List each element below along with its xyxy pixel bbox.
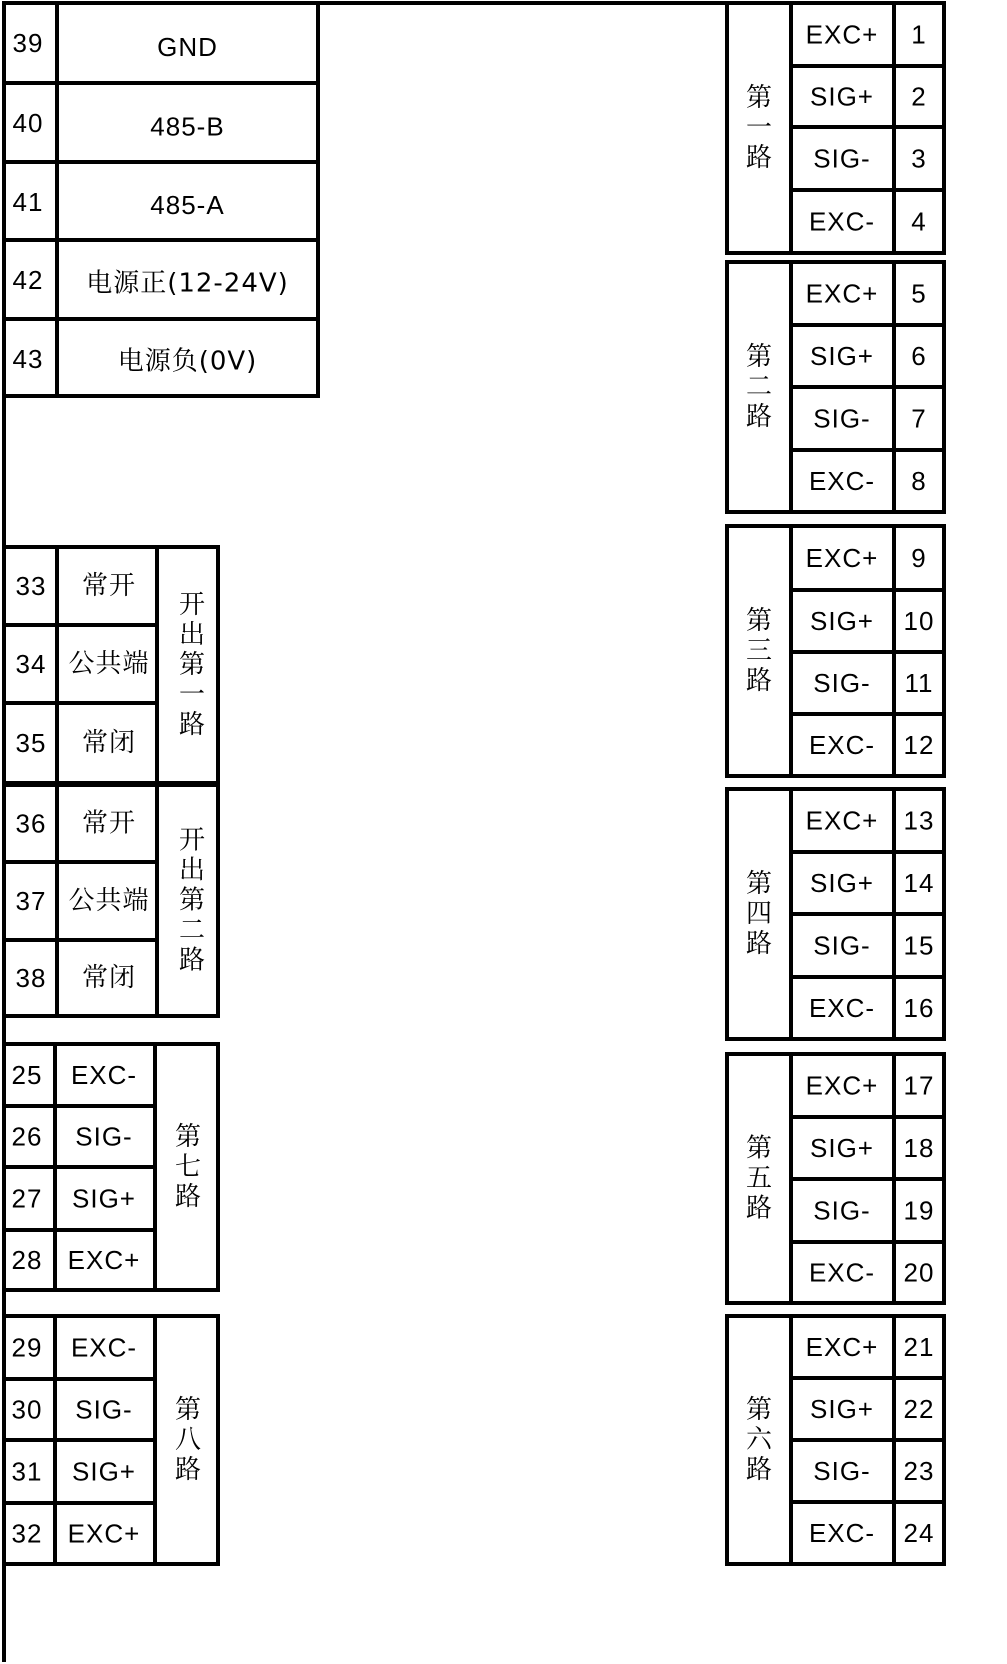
channel-name: 第二路 [745,342,773,432]
pin-number: 19 [903,1195,935,1226]
terminal-label: SIG+ [810,341,874,371]
terminal-label: SIG+ [810,606,874,636]
terminal-label: SIG- [813,143,871,174]
terminal-label: 常开 [81,808,137,839]
pin-number: 20 [903,1257,935,1288]
pin-number: 28 [11,1245,43,1275]
pin-number: 34 [15,649,47,679]
terminal-label: EXC- [808,1518,876,1548]
pin-number: 41 [12,187,44,217]
terminal-label: EXC+ [805,1070,879,1101]
pin-number: 4 [911,206,927,237]
pin-number: 18 [903,1133,935,1163]
channel-name: 第一路 [745,83,773,173]
terminal-label: EXC- [808,993,876,1023]
channel-name: 第四路 [745,869,773,959]
terminal-label: 常闭 [81,728,137,758]
terminal-label: EXC+ [67,1245,141,1275]
pin-number: 42 [12,265,44,295]
left-channel-terminal-blocks [4,1044,218,1564]
relay-group-name: 开出第二路 [178,825,206,976]
terminal-label: GND [157,32,218,62]
channel-name: 第三路 [745,606,773,696]
terminal-label: EXC- [808,730,876,760]
terminal-label: EXC+ [805,805,879,836]
pin-number: 23 [903,1456,935,1486]
pin-number: 15 [903,930,935,961]
pin-number: 24 [903,1518,935,1548]
pin-number: 14 [903,868,935,898]
terminal-label: EXC+ [67,1518,141,1549]
power-comm-terminal-block [4,3,318,396]
relay-output-terminal-block [4,547,218,1016]
terminal-label: 常开 [81,571,137,601]
pin-number: 1 [911,19,927,50]
terminal-label: EXC+ [805,543,879,573]
terminal-label: SIG+ [72,1183,136,1214]
terminal-label: 电源负(0V) [117,346,258,377]
terminal-label: SIG+ [810,1394,874,1424]
pin-number: 33 [15,571,47,601]
pin-number: 7 [911,403,927,434]
terminal-label: 公共端 [68,886,150,916]
terminal-label: SIG- [813,1456,871,1486]
pin-number: 25 [11,1060,43,1090]
terminal-label: EXC+ [805,1332,879,1362]
pin-number: 12 [903,730,935,760]
terminal-label: 常闭 [81,963,137,993]
pin-number: 16 [903,993,935,1023]
pin-number: 36 [15,808,47,839]
terminal-label: SIG- [75,1121,133,1152]
terminal-label: 485-A [150,190,225,220]
pin-number: 29 [11,1332,43,1363]
terminal-label: SIG- [813,668,871,698]
pin-number: 30 [11,1394,43,1425]
right-channel-terminal-blocks [727,3,944,1564]
pin-number: 8 [911,466,927,496]
pin-number: 21 [903,1332,935,1362]
terminal-label: EXC+ [805,19,879,50]
pin-number: 2 [911,81,927,112]
terminal-label: SIG+ [810,868,874,898]
terminal-label: 公共端 [68,649,150,679]
pin-number: 11 [904,668,934,698]
terminal-label: SIG- [813,930,871,961]
terminal-label: EXC- [808,1257,876,1288]
pin-number: 26 [11,1121,43,1152]
pin-number: 39 [12,28,44,58]
terminal-label: SIG- [813,403,871,434]
terminal-label: EXC+ [805,278,879,309]
relay-group-name: 开出第一路 [178,590,206,740]
channel-name: 第七路 [174,1122,202,1212]
terminal-label: SIG+ [72,1456,136,1487]
terminal-label: 电源正(12-24V) [86,268,289,299]
pin-number: 43 [12,344,44,374]
pin-number: 37 [15,886,47,916]
pin-number: 5 [911,278,927,309]
pin-number: 3 [911,143,927,174]
terminal-label: EXC- [70,1060,138,1090]
pin-number: 32 [11,1518,43,1549]
pin-number: 13 [903,805,935,836]
channel-name: 第六路 [745,1395,773,1485]
terminal-label: EXC- [808,206,876,237]
terminal-label: 485-B [150,111,225,142]
pin-number: 38 [15,963,47,993]
pin-number: 22 [903,1394,935,1424]
pin-number: 35 [15,728,47,758]
channel-name: 第八路 [174,1395,202,1485]
terminal-label: SIG+ [810,1133,874,1163]
terminal-label: EXC- [808,466,876,496]
pin-number: 27 [11,1183,43,1214]
pin-number: 40 [12,108,44,138]
pin-number: 9 [911,543,927,573]
terminal-label: EXC- [70,1332,138,1363]
terminal-label: SIG- [75,1394,133,1425]
pin-number: 10 [903,606,935,636]
pin-number: 31 [11,1456,43,1487]
pin-number: 17 [903,1070,935,1101]
channel-name: 第五路 [745,1133,773,1224]
terminal-label: SIG+ [810,81,874,112]
pin-number: 6 [911,341,927,371]
terminal-label: SIG- [813,1195,871,1226]
